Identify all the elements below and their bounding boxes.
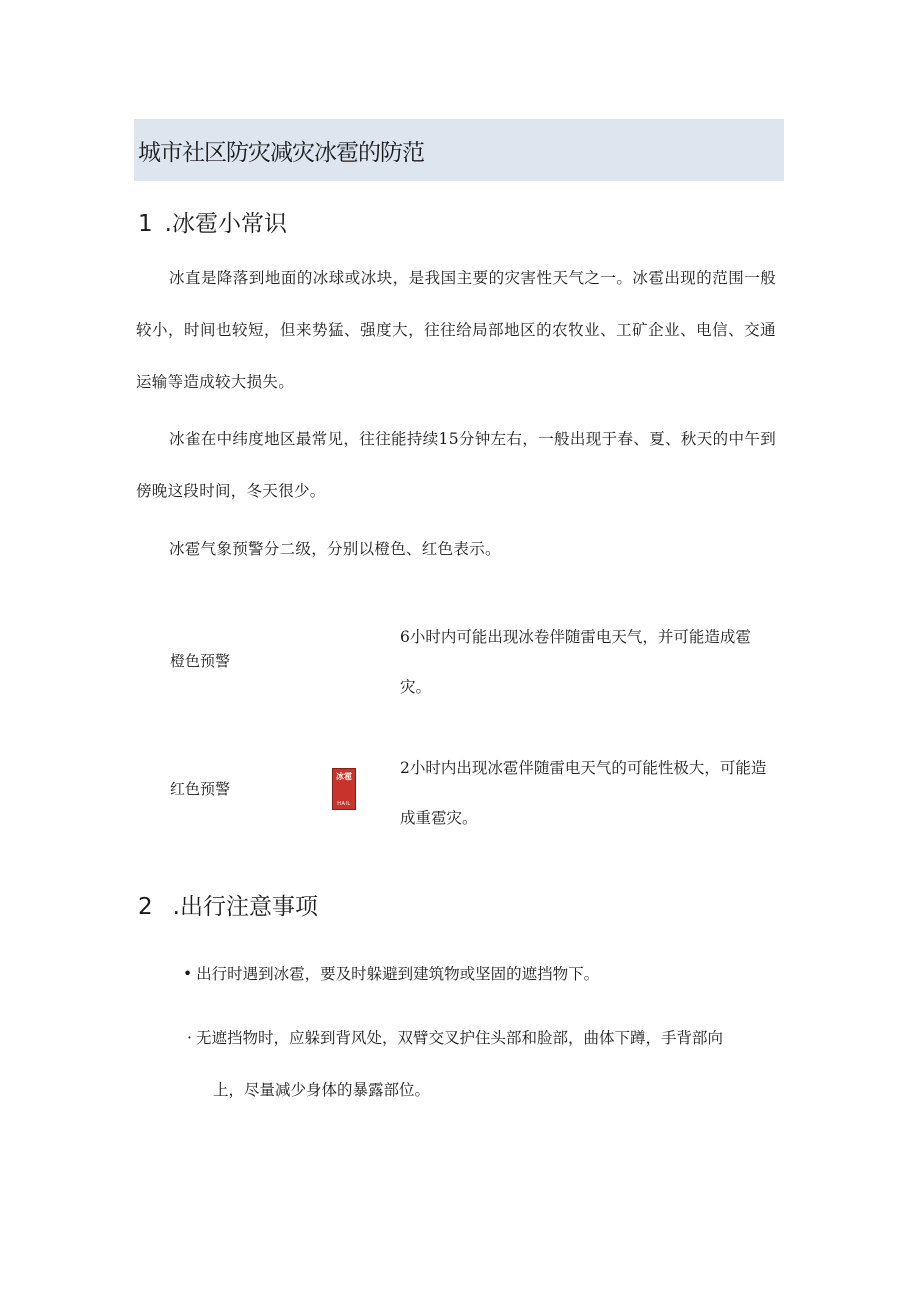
- badge-top-text: 冰雹: [336, 772, 352, 781]
- bullet-icon: •: [183, 965, 193, 983]
- bullet-text: 无遮挡物时，应躲到背风处，双臂交叉护住头部和脸部，曲体下蹲，手背部向: [195, 1029, 723, 1047]
- warning-label-orange: 橙色预警: [170, 652, 231, 670]
- badge-bottom-text: HAIL: [337, 801, 351, 807]
- section-title: .冰雹小常识: [164, 211, 287, 237]
- bullet-item-shelter: [183, 962, 599, 984]
- paragraph-hail-timing: 冰雀在中纬度地区最常见，往往能持续15分钟左右，一般出现于春、夏、秋天的中午到傍晚这段时间，冬天很少。: [136, 430, 776, 500]
- bullet-item-no-shelter: [187, 1026, 723, 1048]
- page-title: 城市社区防灾减灾冰雹的防范: [138, 139, 424, 166]
- section-number: 1: [138, 211, 153, 237]
- paragraph-warning-levels: 冰雹气象预警分二级，分别以橙色、红色表示。: [169, 540, 501, 558]
- bullet-icon: ·: [187, 1029, 192, 1047]
- warning-description-red: 2小时内出现冰雹伴随雷电天气的可能性极大，可能造成重雹灾。: [400, 759, 767, 827]
- section-heading-1: [138, 205, 287, 238]
- bullet-continuation: 上，尽量减少身体的暴露部位。: [213, 1081, 431, 1099]
- paragraph-hail-definition: 冰直是降落到地面的冰球或冰块，是我国主要的灾害性天气之一。冰雹出现的范围一般较小，时间也较短，但来势猛、强度大，往往给局部地区的农牧业、工矿企业、电信、交通运输等造成较大损失。: [136, 269, 776, 391]
- bullet-text: 出行时遇到冰雹，要及时躲避到建筑物或坚固的遮挡物下。: [196, 965, 600, 983]
- title-banner: [134, 119, 784, 181]
- warning-label-red: 红色预警: [170, 780, 231, 798]
- section-title: .出行注意事项: [172, 894, 318, 920]
- section-heading-2: [138, 888, 318, 921]
- red-warning-hail-icon: [332, 768, 356, 810]
- warning-description-orange: 6小时内可能出现冰卷伴随雷电天气，并可能造成雹灾。: [400, 628, 751, 696]
- section-number: 2: [138, 894, 153, 920]
